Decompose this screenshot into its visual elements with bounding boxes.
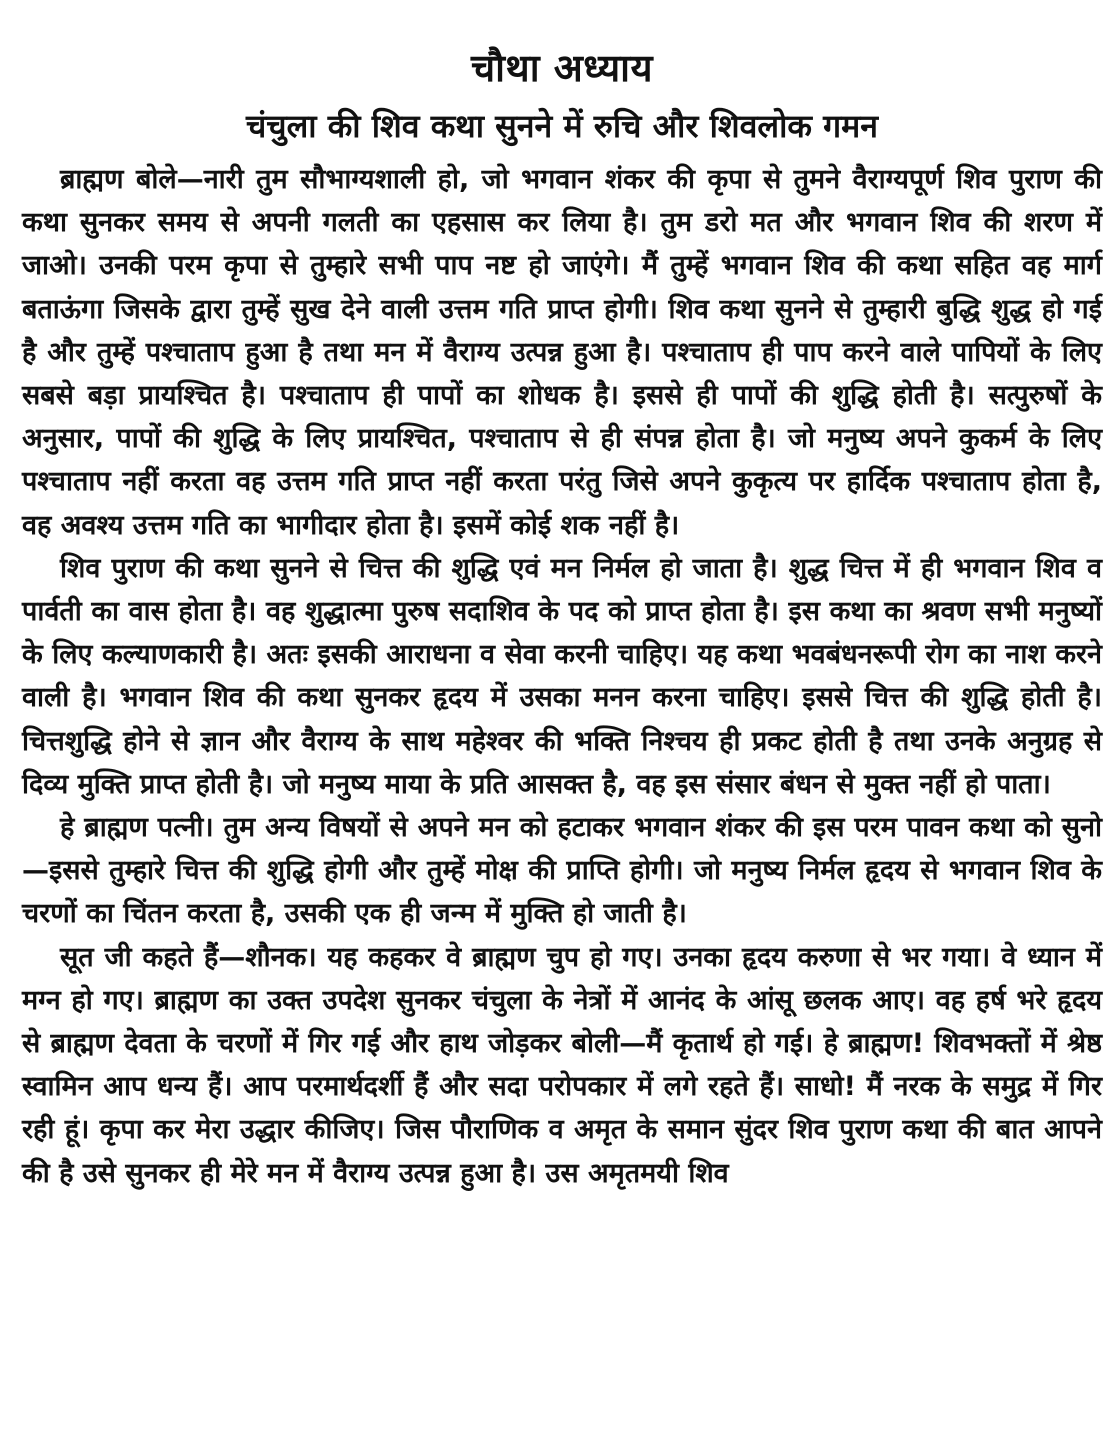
paragraph: शिव पुराण की कथा सुनने से चित्त की शुद्धि एवं मन निर्मल हो जाता है। शुद्ध चित्त में ही भगवान शिव व पार्वती का वास होता है। वह शुद्धात्मा पुरुष सदाशिव के पद को प्राप्त होता है। इस कथा का श्रवण सभी मनुष्यों के लिए कल्याणकारी है। अतः इसकी आराधना व सेवा करनी चाहिए। यह कथा भवबंधनरूपी रोग का नाश करने वाली है। भगवान शिव की कथा सुनकर हृदय में उसका मनन करना चाहिए। इससे चित्त की शुद्धि होती है। चित्तशुद्धि होने से ज्ञान और वैराग्य के साथ महेश्वर की भक्ति निश्चय ही प्रकट होती है तथा उनके अनुग्रह से दिव्य मुक्ति प्राप्त होती है। जो मनुष्य माया के प्रति आसक्त है, वह इस संसार बंधन से मुक्त नहीं हो पाता। (22, 552, 1102, 800)
paragraph: सूत जी कहते हैं—शौनक। यह कहकर वे ब्राह्मण चुप हो गए। उनका हृदय करुणा से भर गया। वे ध्यान में मग्न हो गए। ब्राह्मण का उक्त उपदेश सुनकर चंचुला के नेत्रों में आनंद के आंसू छलक आए। वह हर्ष भरे हृदय से ब्राह्मण देवता के चरणों में गिर गई और हाथ जोड़कर बोली—मैं कृतार्थ हो गई। हे ब्राह्मण! शिवभक्तों में श्रेष्ठ स्वामिन आप धन्य हैं। आप परमार्थदर्शी हैं और सदा परोपकार में लगे रहते हैं। साधो! मैं नरक के समुद्र में गिर रही हूं। कृपा कर मेरा उद्धार कीजिए। जिस पौराणिक व अमृत के समान सुंदर शिव पुराण कथा की बात आपने की है उसे सुनकर ही मेरे मन में वैराग्य उत्पन्न हुआ है। उस अमृतमयी शिव (22, 941, 1102, 1189)
paragraph: हे ब्राह्मण पत्नी। तुम अन्य विषयों से अपने मन को हटाकर भगवान शंकर की इस परम पावन कथा को सुनो—इससे तुम्हारे चित्त की शुद्धि होगी और तुम्हें मोक्ष की प्राप्ति होगी। जो मनुष्य निर्मल हृदय से भगवान शिव के चरणों का चिंतन करता है, उसकी एक ही जन्म में मुक्ति हो जाती है। (22, 812, 1102, 930)
chapter-subtitle: चंचुला की शिव कथा सुनने में रुचि और शिवलोक गमन (245, 107, 879, 145)
chapter-title: चौथा अध्याय (470, 46, 654, 90)
chapter-body (22, 158, 1102, 1195)
paragraph: ब्राह्मण बोले—नारी तुम सौभाग्यशाली हो, जो भगवान शंकर की कृपा से तुमने वैराग्यपूर्ण शिव पुराण की कथा सुनकर समय से अपनी गलती का एहसास कर लिया है। तुम डरो मत और भगवान शिव की शरण में जाओ। उनकी परम कृपा से तुम्हारे सभी पाप नष्ट हो जाएंगे। मैं तुम्हें भगवान शिव की कथा सहित वह मार्ग बताऊंगा जिसके द्वारा तुम्हें सुख देने वाली उत्तम गति प्राप्त होगी। शिव कथा सुनने से तुम्हारी बुद्धि शुद्ध हो गई है और तुम्हें पश्चाताप हुआ है तथा मन में वैराग्य उत्पन्न हुआ है। पश्चाताप ही पाप करने वाले पापियों के लिए सबसे बड़ा प्रायश्चित है। पश्चाताप ही पापों का शोधक है। इससे ही पापों की शुद्धि होती है। सत्पुरुषों के अनुसार, पापों की शुद्धि के लिए प्रायश्चित, पश्चाताप से ही संपन्न होता है। जो मनुष्य अपने कुकर्म के लिए पश्चाताप नहीं करता वह उत्तम गति प्राप्त नहीं करता परंतु जिसे अपने कुकृत्य पर हार्दिक पश्चाताप होता है, वह अवश्य उत्तम गति का भागीदार होता है। इसमें कोई शक नहीं है। (22, 164, 1102, 541)
